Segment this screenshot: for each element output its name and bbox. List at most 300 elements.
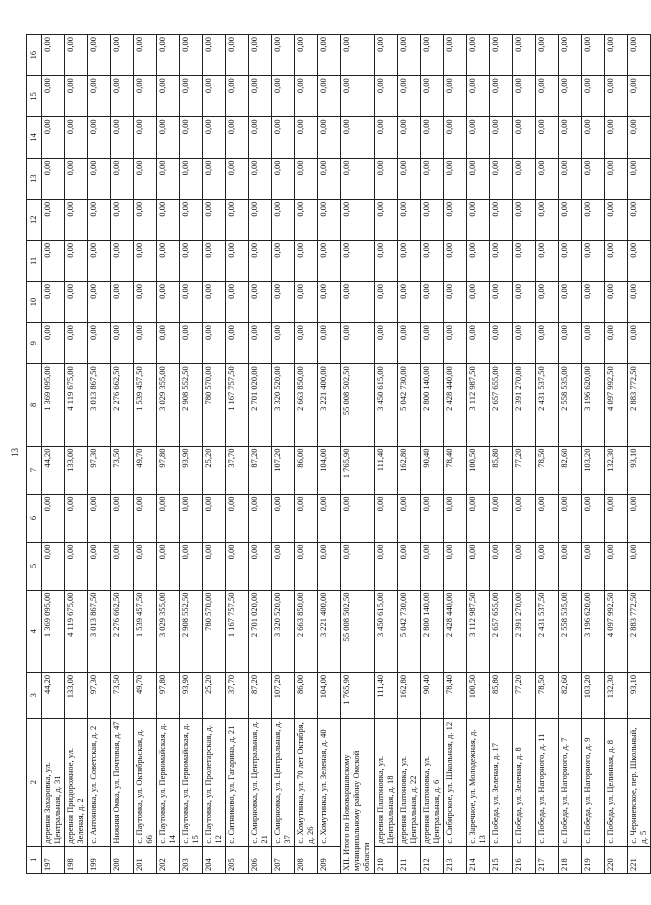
header-row <box>27 35 42 874</box>
value-cell: 0,00 <box>536 281 559 322</box>
value-cell: 0,00 <box>42 542 65 590</box>
value-cell: 4 097 992,50 <box>605 590 628 672</box>
table-row <box>444 35 467 874</box>
column-header: 2 <box>27 718 42 846</box>
address-cell: деревня Платоновка, ул. Центральная, д. 6 <box>421 718 444 846</box>
value-cell: 2 657 655,00 <box>490 364 513 446</box>
value-cell: 0,00 <box>582 199 605 240</box>
value-cell: 1 167 757,50 <box>226 590 249 672</box>
value-cell: 0,00 <box>536 158 559 199</box>
value-cell: 5 042 730,00 <box>398 364 421 446</box>
value-cell: 37,70 <box>226 672 249 718</box>
value-cell: 78,40 <box>444 446 467 494</box>
value-cell: 0,00 <box>341 323 375 364</box>
column-header: 14 <box>27 117 42 158</box>
value-cell: 0,00 <box>490 323 513 364</box>
value-cell: 0,00 <box>88 494 111 542</box>
table-row <box>398 35 421 874</box>
value-cell: 0,00 <box>582 542 605 590</box>
value-cell: 0,00 <box>536 117 559 158</box>
value-cell: 0,00 <box>65 117 88 158</box>
value-cell: 0,00 <box>226 323 249 364</box>
table-row <box>42 35 65 874</box>
value-cell: 0,00 <box>318 240 341 281</box>
value-cell: 0,00 <box>467 158 490 199</box>
value-cell: 0,00 <box>42 240 65 281</box>
value-cell: 2 391 270,00 <box>513 590 536 672</box>
value-cell: 107,20 <box>272 672 295 718</box>
value-cell: 0,00 <box>272 323 295 364</box>
value-cell: 90,40 <box>421 672 444 718</box>
value-cell: 0,00 <box>444 494 467 542</box>
value-cell: 0,00 <box>272 158 295 199</box>
value-cell: 0,00 <box>272 117 295 158</box>
table-row <box>88 35 111 874</box>
value-cell: 0,00 <box>111 158 134 199</box>
value-cell: 3 112 987,50 <box>467 364 490 446</box>
row-number-cell: 207 <box>272 846 295 873</box>
value-cell: 0,00 <box>341 158 375 199</box>
value-cell: 0,00 <box>536 494 559 542</box>
value-cell: 82,60 <box>559 672 582 718</box>
value-cell: 2 431 537,50 <box>536 590 559 672</box>
value-cell: 0,00 <box>226 240 249 281</box>
value-cell: 0,00 <box>180 35 203 76</box>
value-cell: 0,00 <box>88 117 111 158</box>
value-cell: 4 119 675,00 <box>65 364 88 446</box>
address-cell: с. Хомутинка, ул. Зеленая, д. 40 <box>318 718 341 846</box>
value-cell: 0,00 <box>513 199 536 240</box>
value-cell: 0,00 <box>295 240 318 281</box>
value-cell: 0,00 <box>375 158 398 199</box>
value-cell: 0,00 <box>203 281 226 322</box>
column-header: 7 <box>27 446 42 494</box>
value-cell: 0,00 <box>203 542 226 590</box>
value-cell: 0,00 <box>375 240 398 281</box>
value-cell: 0,00 <box>421 240 444 281</box>
value-cell: 0,00 <box>444 281 467 322</box>
value-cell: 0,00 <box>375 323 398 364</box>
value-cell: 0,00 <box>490 281 513 322</box>
value-cell: 86,00 <box>295 672 318 718</box>
value-cell: 0,00 <box>398 199 421 240</box>
value-cell: 3 221 400,00 <box>318 364 341 446</box>
value-cell: 0,00 <box>375 117 398 158</box>
value-cell: 0,00 <box>88 199 111 240</box>
value-cell: 49,70 <box>134 446 157 494</box>
value-cell: 3 320 520,00 <box>272 364 295 446</box>
value-cell: 0,00 <box>318 117 341 158</box>
value-cell: 0,00 <box>467 281 490 322</box>
value-cell: 3 013 867,50 <box>88 590 111 672</box>
value-cell: 0,00 <box>157 117 180 158</box>
value-cell: 0,00 <box>180 76 203 117</box>
value-cell: 0,00 <box>421 199 444 240</box>
value-cell: 0,00 <box>341 494 375 542</box>
value-cell: 0,00 <box>421 76 444 117</box>
value-cell: 2 701 020,00 <box>249 364 272 446</box>
address-cell: деревня Платоновка, ул. Центральная, д. 18 <box>375 718 398 846</box>
value-cell: 0,00 <box>157 542 180 590</box>
address-cell: Нижняя Омка, ул. Почтовая, д. 47 <box>111 718 134 846</box>
value-cell: 0,00 <box>605 76 628 117</box>
address-cell: деревня Платоновка, ул. Центральная, д. 22 <box>398 718 421 846</box>
address-cell: с. Паутовка, ул. Первомайская, д. 14 <box>157 718 180 846</box>
value-cell: 0,00 <box>513 35 536 76</box>
address-cell: с. Победа, ул. Целинная, д. 8 <box>605 718 628 846</box>
value-cell: 0,00 <box>203 323 226 364</box>
table-header <box>27 35 42 874</box>
value-cell: 0,00 <box>111 281 134 322</box>
value-cell: 1 369 095,00 <box>42 590 65 672</box>
value-cell: 0,00 <box>341 542 375 590</box>
row-number-cell: 220 <box>605 846 628 873</box>
value-cell: 0,00 <box>582 323 605 364</box>
value-cell: 0,00 <box>490 158 513 199</box>
table-row <box>421 35 444 874</box>
address-cell: с. Паутовка, ул. Октябрьская, д. 66 <box>134 718 157 846</box>
column-header: 12 <box>27 199 42 240</box>
value-cell: 0,00 <box>341 117 375 158</box>
value-cell: 2 800 140,00 <box>421 364 444 446</box>
value-cell: 103,20 <box>582 446 605 494</box>
value-cell: 0,00 <box>318 323 341 364</box>
value-cell: 0,00 <box>398 35 421 76</box>
value-cell: 2 908 552,50 <box>180 590 203 672</box>
value-cell: 0,00 <box>295 323 318 364</box>
table-row <box>295 35 318 874</box>
value-cell: 0,00 <box>134 76 157 117</box>
table-row <box>490 35 513 874</box>
value-cell: 780 570,00 <box>203 364 226 446</box>
value-cell: 97,80 <box>157 672 180 718</box>
value-cell: 0,00 <box>536 542 559 590</box>
value-cell: 0,00 <box>134 35 157 76</box>
value-cell: 0,00 <box>513 158 536 199</box>
value-cell: 0,00 <box>295 199 318 240</box>
value-cell: 0,00 <box>421 117 444 158</box>
column-header: 10 <box>27 281 42 322</box>
row-number-cell: 204 <box>203 846 226 873</box>
value-cell: 104,00 <box>318 446 341 494</box>
value-cell: 100,50 <box>467 446 490 494</box>
value-cell: 49,70 <box>134 672 157 718</box>
value-cell: 2 391 270,00 <box>513 364 536 446</box>
value-cell: 0,00 <box>467 35 490 76</box>
value-cell: 0,00 <box>111 494 134 542</box>
value-cell: 0,00 <box>249 494 272 542</box>
value-cell: 0,00 <box>341 240 375 281</box>
value-cell: 0,00 <box>65 76 88 117</box>
value-cell: 0,00 <box>421 542 444 590</box>
value-cell: 2 663 850,00 <box>295 590 318 672</box>
value-cell: 3 450 615,00 <box>375 590 398 672</box>
value-cell: 0,00 <box>341 76 375 117</box>
value-cell: 0,00 <box>628 542 651 590</box>
value-cell: 0,00 <box>318 158 341 199</box>
value-cell: 0,00 <box>421 35 444 76</box>
value-cell: 0,00 <box>398 542 421 590</box>
value-cell: 0,00 <box>42 158 65 199</box>
value-cell: 0,00 <box>628 494 651 542</box>
value-cell: 0,00 <box>467 199 490 240</box>
value-cell: 0,00 <box>180 494 203 542</box>
column-header: 13 <box>27 158 42 199</box>
value-cell: 0,00 <box>65 494 88 542</box>
value-cell: 0,00 <box>341 35 375 76</box>
value-cell: 0,00 <box>42 35 65 76</box>
value-cell: 0,00 <box>444 158 467 199</box>
value-cell: 0,00 <box>134 542 157 590</box>
value-cell: 0,00 <box>559 199 582 240</box>
value-cell: 0,00 <box>444 76 467 117</box>
total-label-cell: XII. Итого по Нововаршавскому муниципальному району Омской области <box>341 718 375 873</box>
value-cell: 0,00 <box>157 494 180 542</box>
value-cell: 0,00 <box>134 494 157 542</box>
value-cell: 0,00 <box>467 494 490 542</box>
value-cell: 4 119 675,00 <box>65 590 88 672</box>
value-cell: 0,00 <box>490 199 513 240</box>
value-cell: 0,00 <box>582 158 605 199</box>
value-cell: 0,00 <box>42 76 65 117</box>
value-cell: 0,00 <box>318 542 341 590</box>
value-cell: 0,00 <box>467 76 490 117</box>
value-cell: 0,00 <box>88 76 111 117</box>
value-cell: 0,00 <box>490 76 513 117</box>
table-row <box>180 35 203 874</box>
address-cell: с. Смирновка, ул. Центральная, д. 37 <box>272 718 295 846</box>
value-cell: 0,00 <box>111 76 134 117</box>
value-cell: 25,20 <box>203 446 226 494</box>
value-cell: 0,00 <box>226 542 249 590</box>
value-cell: 0,00 <box>180 158 203 199</box>
value-cell: 0,00 <box>318 199 341 240</box>
value-cell: 0,00 <box>318 494 341 542</box>
value-cell: 0,00 <box>421 158 444 199</box>
value-cell: 2 908 552,50 <box>180 364 203 446</box>
value-cell: 0,00 <box>444 542 467 590</box>
value-cell: 0,00 <box>559 323 582 364</box>
value-cell: 0,00 <box>375 281 398 322</box>
table-body <box>42 35 651 874</box>
value-cell: 0,00 <box>582 76 605 117</box>
value-cell: 0,00 <box>180 542 203 590</box>
row-number-cell: 215 <box>490 846 513 873</box>
address-cell: с. Смирновка, ул. Центральная, д. 21 <box>249 718 272 846</box>
value-cell: 0,00 <box>65 281 88 322</box>
value-cell: 0,00 <box>605 240 628 281</box>
value-cell: 0,00 <box>490 240 513 281</box>
value-cell: 0,00 <box>341 199 375 240</box>
value-cell: 87,20 <box>249 672 272 718</box>
value-cell: 82,60 <box>559 446 582 494</box>
value-cell: 1 765,90 <box>341 672 375 718</box>
address-cell: с. Хомутинка, ул. 70 лет Октября, д. 26 <box>295 718 318 846</box>
value-cell: 0,00 <box>65 158 88 199</box>
value-cell: 0,00 <box>444 323 467 364</box>
value-cell: 0,00 <box>559 240 582 281</box>
value-cell: 0,00 <box>157 158 180 199</box>
value-cell: 0,00 <box>467 117 490 158</box>
value-cell: 2 276 662,50 <box>111 590 134 672</box>
value-cell: 0,00 <box>628 240 651 281</box>
value-cell: 0,00 <box>42 323 65 364</box>
value-cell: 0,00 <box>272 240 295 281</box>
row-number-cell: 197 <box>42 846 65 873</box>
value-cell: 0,00 <box>111 117 134 158</box>
value-cell: 87,20 <box>249 446 272 494</box>
address-cell: с. Победа, ул. Нагорного, д. 7 <box>559 718 582 846</box>
column-header: 15 <box>27 76 42 117</box>
value-cell: 0,00 <box>467 323 490 364</box>
value-cell: 0,00 <box>203 35 226 76</box>
value-cell: 2 558 535,00 <box>559 590 582 672</box>
value-cell: 0,00 <box>421 281 444 322</box>
value-cell: 0,00 <box>249 35 272 76</box>
row-number-cell: 201 <box>134 846 157 873</box>
value-cell: 107,20 <box>272 446 295 494</box>
address-cell: с. Антоновка, ул. Советская, д. 2 <box>88 718 111 846</box>
row-number-cell: 216 <box>513 846 536 873</box>
row-number-cell: 211 <box>398 846 421 873</box>
table-row <box>226 35 249 874</box>
value-cell: 0,00 <box>559 76 582 117</box>
value-cell: 0,00 <box>375 494 398 542</box>
value-cell: 0,00 <box>203 240 226 281</box>
value-cell: 78,50 <box>536 446 559 494</box>
column-header: 4 <box>27 590 42 672</box>
row-number-cell: 209 <box>318 846 341 873</box>
column-header: 6 <box>27 494 42 542</box>
row-number-cell: 213 <box>444 846 467 873</box>
value-cell: 0,00 <box>628 117 651 158</box>
value-cell: 0,00 <box>398 117 421 158</box>
value-cell: 104,00 <box>318 672 341 718</box>
value-cell: 0,00 <box>295 117 318 158</box>
value-cell: 77,20 <box>513 446 536 494</box>
value-cell: 0,00 <box>42 494 65 542</box>
row-number-cell: 208 <box>295 846 318 873</box>
column-header: 8 <box>27 364 42 446</box>
value-cell: 3 112 987,50 <box>467 590 490 672</box>
value-cell: 0,00 <box>582 117 605 158</box>
value-cell: 0,00 <box>559 281 582 322</box>
value-cell: 3 029 355,00 <box>157 364 180 446</box>
table-row <box>65 35 88 874</box>
value-cell: 37,70 <box>226 446 249 494</box>
value-cell: 0,00 <box>111 323 134 364</box>
value-cell: 3 196 620,00 <box>582 590 605 672</box>
table-row <box>582 35 605 874</box>
value-cell: 0,00 <box>272 199 295 240</box>
value-cell: 0,00 <box>180 199 203 240</box>
value-cell: 0,00 <box>628 323 651 364</box>
value-cell: 0,00 <box>605 35 628 76</box>
row-number-cell: 203 <box>180 846 203 873</box>
value-cell: 0,00 <box>226 281 249 322</box>
table-row <box>272 35 295 874</box>
value-cell: 0,00 <box>375 199 398 240</box>
row-number-cell: 206 <box>249 846 272 873</box>
value-cell: 0,00 <box>536 35 559 76</box>
address-cell: с. Ситниково, ул. Гагарина, д. 21 <box>226 718 249 846</box>
value-cell: 0,00 <box>421 323 444 364</box>
value-cell: 0,00 <box>180 117 203 158</box>
value-cell: 0,00 <box>398 76 421 117</box>
value-cell: 0,00 <box>272 281 295 322</box>
value-cell: 0,00 <box>249 117 272 158</box>
address-cell: с. Паутовка, ул. Пролетарская, д. 12 <box>203 718 226 846</box>
value-cell: 0,00 <box>295 494 318 542</box>
value-cell: 0,00 <box>249 76 272 117</box>
value-cell: 85,80 <box>490 446 513 494</box>
value-cell: 0,00 <box>398 240 421 281</box>
value-cell: 0,00 <box>582 494 605 542</box>
value-cell: 132,30 <box>605 446 628 494</box>
value-cell: 3 029 355,00 <box>157 590 180 672</box>
value-cell: 1 167 757,50 <box>226 364 249 446</box>
value-cell: 0,00 <box>295 542 318 590</box>
address-cell: с. Сибирское, ул. Школьная, д. 12 <box>444 718 467 846</box>
value-cell: 0,00 <box>272 76 295 117</box>
value-cell: 0,00 <box>88 281 111 322</box>
value-cell: 55 008 502,50 <box>341 590 375 672</box>
value-cell: 0,00 <box>226 199 249 240</box>
column-header: 1 <box>27 846 42 873</box>
table-row <box>134 35 157 874</box>
value-cell: 78,50 <box>536 672 559 718</box>
value-cell: 73,50 <box>111 672 134 718</box>
table-row <box>513 35 536 874</box>
value-cell: 93,10 <box>628 672 651 718</box>
value-cell: 2 883 772,50 <box>628 590 651 672</box>
value-cell: 0,00 <box>318 35 341 76</box>
address-cell: с. Черняевское, пер. Школьный, д. 5 <box>628 718 651 846</box>
value-cell: 3 221 400,00 <box>318 590 341 672</box>
value-cell: 2 800 140,00 <box>421 590 444 672</box>
value-cell: 0,00 <box>467 240 490 281</box>
value-cell: 0,00 <box>628 35 651 76</box>
value-cell: 0,00 <box>398 158 421 199</box>
value-cell: 0,00 <box>272 542 295 590</box>
value-cell: 2 428 440,00 <box>444 364 467 446</box>
column-header: 3 <box>27 672 42 718</box>
value-cell: 1 765,90 <box>341 446 375 494</box>
value-cell: 97,80 <box>157 446 180 494</box>
address-cell: деревня Захаровка, ул. Центральная, д. 31 <box>42 718 65 846</box>
value-cell: 0,00 <box>444 240 467 281</box>
value-cell: 0,00 <box>490 117 513 158</box>
value-cell: 3 196 620,00 <box>582 364 605 446</box>
table-row <box>375 35 398 874</box>
column-header: 5 <box>27 542 42 590</box>
value-cell: 103,20 <box>582 672 605 718</box>
row-number-cell: 198 <box>65 846 88 873</box>
table-row <box>249 35 272 874</box>
value-cell: 2 701 020,00 <box>249 590 272 672</box>
value-cell: 0,00 <box>628 76 651 117</box>
value-cell: 0,00 <box>444 35 467 76</box>
value-cell: 5 042 730,00 <box>398 590 421 672</box>
value-cell: 0,00 <box>249 281 272 322</box>
value-cell: 2 276 662,50 <box>111 364 134 446</box>
value-cell: 111,40 <box>375 446 398 494</box>
address-cell: с. Победа, ул. Зеленая, д. 17 <box>490 718 513 846</box>
value-cell: 0,00 <box>249 323 272 364</box>
table-row <box>111 35 134 874</box>
value-cell: 100,50 <box>467 672 490 718</box>
value-cell: 0,00 <box>513 494 536 542</box>
